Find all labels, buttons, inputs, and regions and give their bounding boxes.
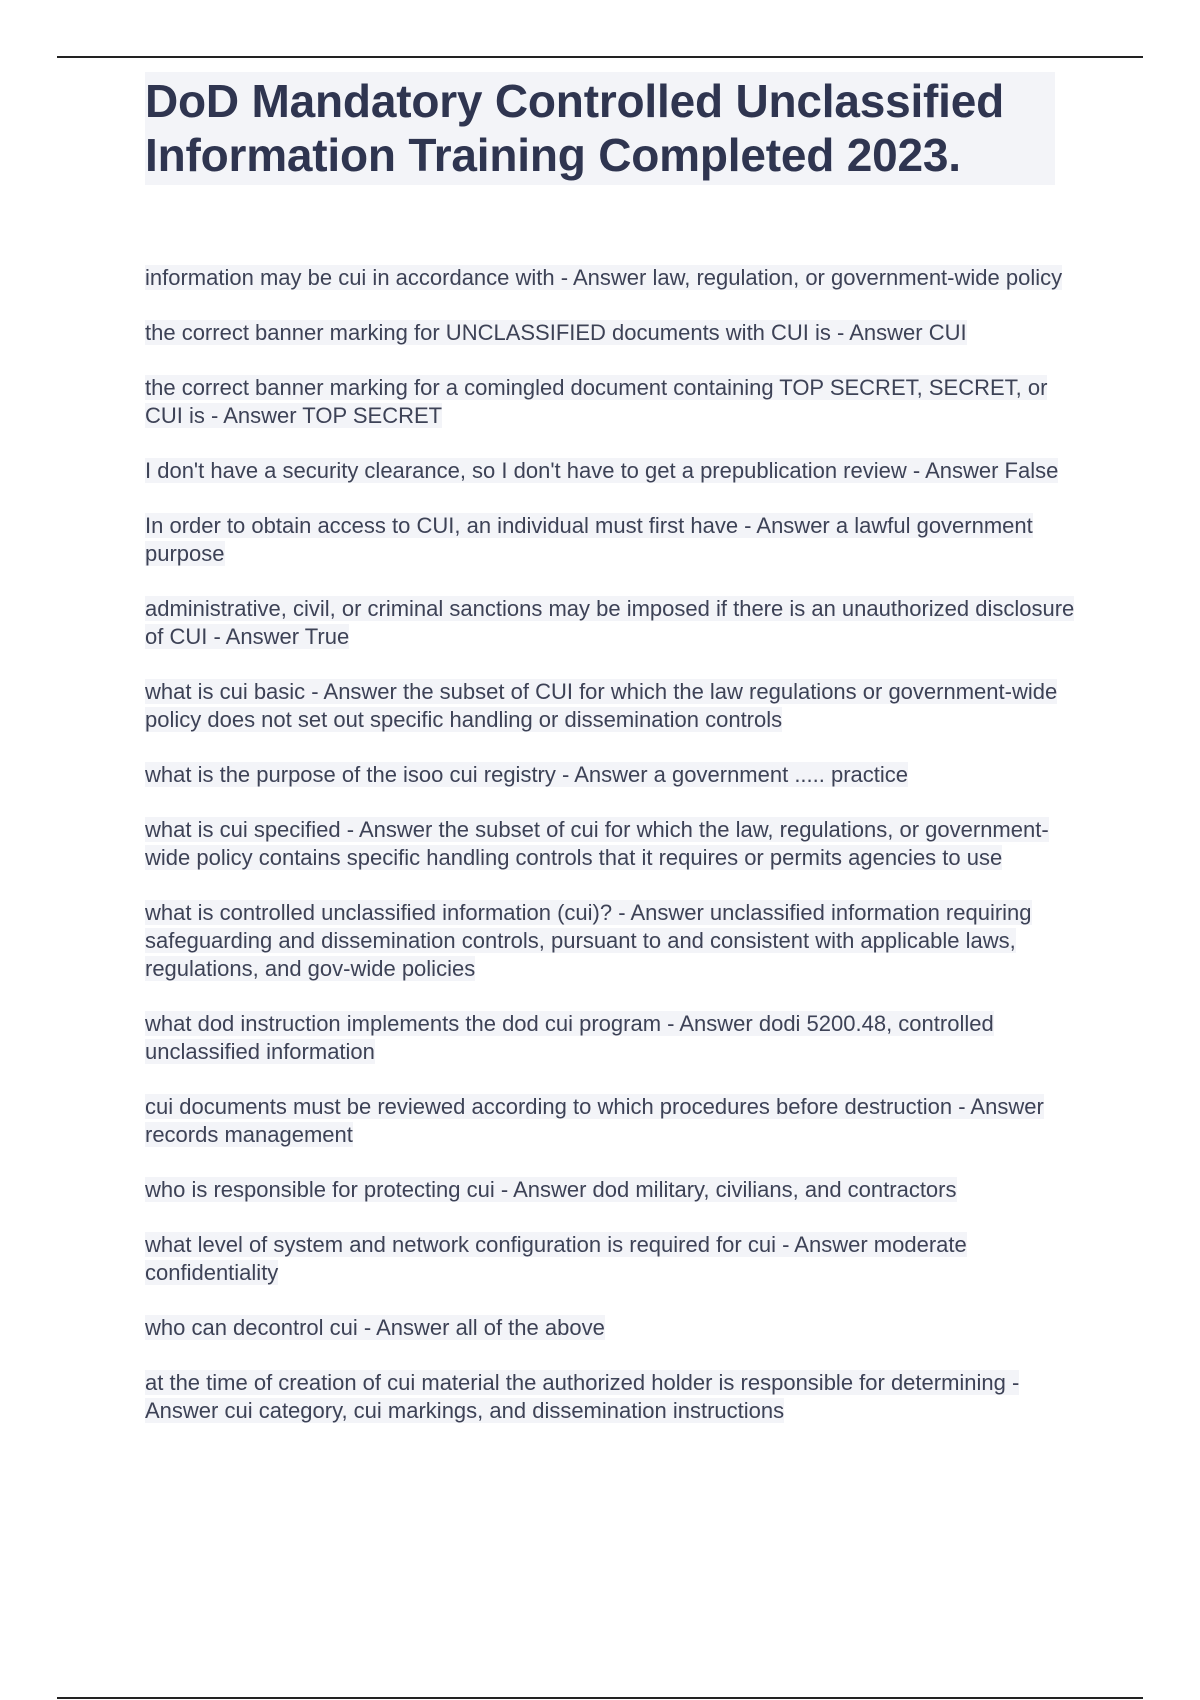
qa-item [145,1314,1080,1342]
qa-text: what dod instruction implements the dod cui program - Answer dodi 5200.48, controlled unclassified information [145,1011,994,1064]
qa-text: I don't have a security clearance, so I don't have to get a prepublication review - Answer False [145,458,1059,483]
qa-text: what is the purpose of the isoo cui registry - Answer a government ..... practice [145,762,909,787]
qa-item [145,595,1080,651]
qa-item [145,512,1080,568]
qa-item [145,678,1080,734]
bottom-rule [57,1697,1143,1699]
qa-text: who is responsible for protecting cui - Answer dod military, civilians, and contractors [145,1177,957,1202]
document-title: DoD Mandatory Controlled Unclassified Information Training Completed 2023. [145,75,1005,181]
qa-item [145,816,1080,872]
qa-text: who can decontrol cui - Answer all of the above [145,1315,605,1340]
qa-item [145,319,1080,347]
qa-item [145,899,1080,983]
qa-text: the correct banner marking for UNCLASSIFIED documents with CUI is - Answer CUI [145,320,967,345]
title-block [145,72,1055,185]
qa-text: at the time of creation of cui material the authorized holder is responsible for determining - Answer cui category, cui markings, and dissemination instructions [145,1370,1020,1423]
qa-item [145,1010,1080,1066]
qa-text: In order to obtain access to CUI, an individual must first have - Answer a lawful government purpose [145,513,1033,566]
qa-list [145,264,1080,1452]
qa-text: what is cui specified - Answer the subset of cui for which the law, regulations, or government-wide policy contains specific handling controls that it requires or permits agencies to use [145,817,1049,870]
qa-item [145,1176,1080,1204]
qa-item [145,1369,1080,1425]
qa-item [145,264,1080,292]
qa-text: the correct banner marking for a comingled document containing TOP SECRET, SECRET, or CUI is - Answer TOP SECRET [145,375,1048,428]
top-rule [57,56,1143,58]
qa-text: information may be cui in accordance with - Answer law, regulation, or government-wide policy [145,265,1063,290]
qa-item [145,457,1080,485]
qa-item [145,1093,1080,1149]
qa-text: what is cui basic - Answer the subset of CUI for which the law regulations or government-wide policy does not set out specific handling or dissemination controls [145,679,1058,732]
qa-text: what is controlled unclassified information (cui)? - Answer unclassified information requiring safeguarding and dissemination controls, pursuant to and consistent with applicable laws, regulations, and gov-wide policies [145,900,1032,981]
qa-text: what level of system and network configuration is required for cui - Answer moderate confidentiality [145,1232,967,1285]
qa-text: administrative, civil, or criminal sanctions may be imposed if there is an unauthorized disclosure of CUI - Answer True [145,596,1075,649]
qa-text: cui documents must be reviewed according to which procedures before destruction - Answer records management [145,1094,1044,1147]
qa-item [145,1231,1080,1287]
qa-item [145,374,1080,430]
qa-item [145,761,1080,789]
